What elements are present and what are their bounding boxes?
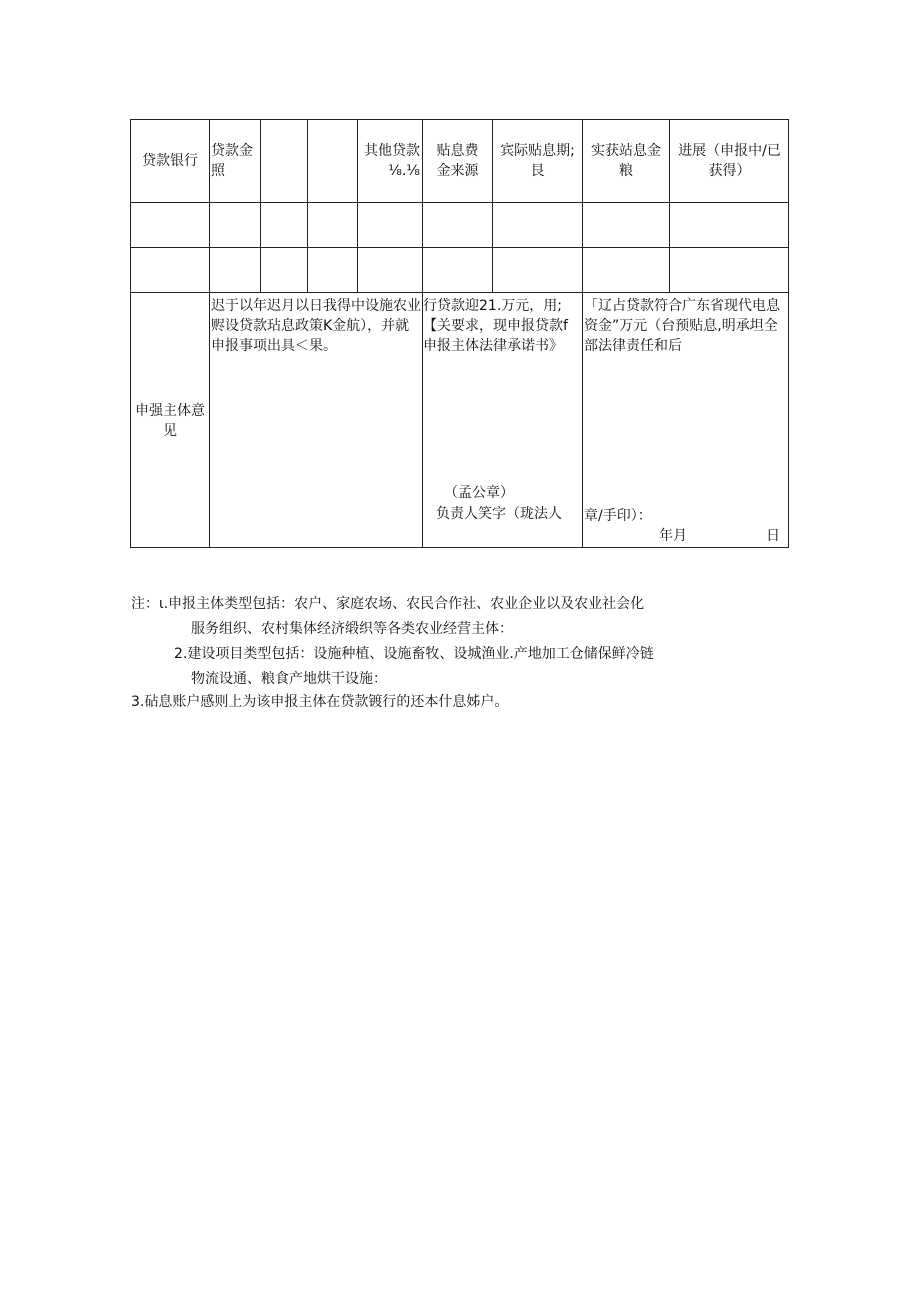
- opinion-label: 申强主体意 见: [135, 402, 205, 439]
- note-line-3: 2.建设项目类型包括：设施种植、设施畜牧、设城渔业.产地加工仓储保鲜冷链: [174, 646, 654, 662]
- opinion-text-part1: 迟于以年迟月以日我得中设施农业赆设贷款玷息政策K金航），并就申报事项出具＜果。: [211, 298, 421, 354]
- note-line-1: 注：ι.申报主体类型包括：农户、家庭农场、农民合作社、农业企业以及农业社会化: [131, 596, 645, 612]
- signer-text: 负责人笑字（珑法人: [436, 506, 562, 522]
- note-line-5: 3.砧息账户感则上为该申报主体在贷款镀行的还本什息姊户。: [131, 694, 509, 710]
- note-line-2: 服务组织、农村集体经济缎织等各类农业经营主体：: [191, 621, 513, 637]
- header-actual-period: 宾际贴息期; 艮: [500, 142, 575, 179]
- signer-text-end: 章/手印）：: [584, 508, 652, 524]
- header-blank-2: [308, 119, 357, 202]
- official-seal-text: （孟公章）: [444, 485, 514, 501]
- row-divider: [130, 292, 789, 293]
- header-loan-bank: 贷款银行: [142, 152, 198, 169]
- header-other-loan: 其他贷款 ⅛.⅛: [364, 142, 420, 179]
- date-day: 日: [766, 528, 780, 544]
- header-progress: 进展（申报中/已 获得）: [678, 142, 781, 179]
- header-fund-source: 贴息费 金来源: [436, 142, 479, 179]
- opinion-text-part2: 行贷款迎21.万元，用;【关要求，现申报贷款f申报主体法律承诺书》: [423, 298, 568, 354]
- row-divider: [130, 202, 789, 203]
- row-divider: [130, 247, 789, 248]
- note-line-4: 物流设通、粮食产地烘干设施：: [191, 671, 387, 687]
- col-divider: [209, 119, 210, 548]
- opinion-text-part3: 「辽占贷款符合广东省现代电息资金”万元（台预贴息,明承坦全部法律责任和后: [584, 298, 780, 354]
- header-loan-amount: 贷款金 照: [211, 142, 253, 179]
- header-actual-amount: 实获站息金 粮: [591, 142, 661, 179]
- date-year-month: 年月: [659, 528, 687, 544]
- header-blank-1: [261, 119, 307, 202]
